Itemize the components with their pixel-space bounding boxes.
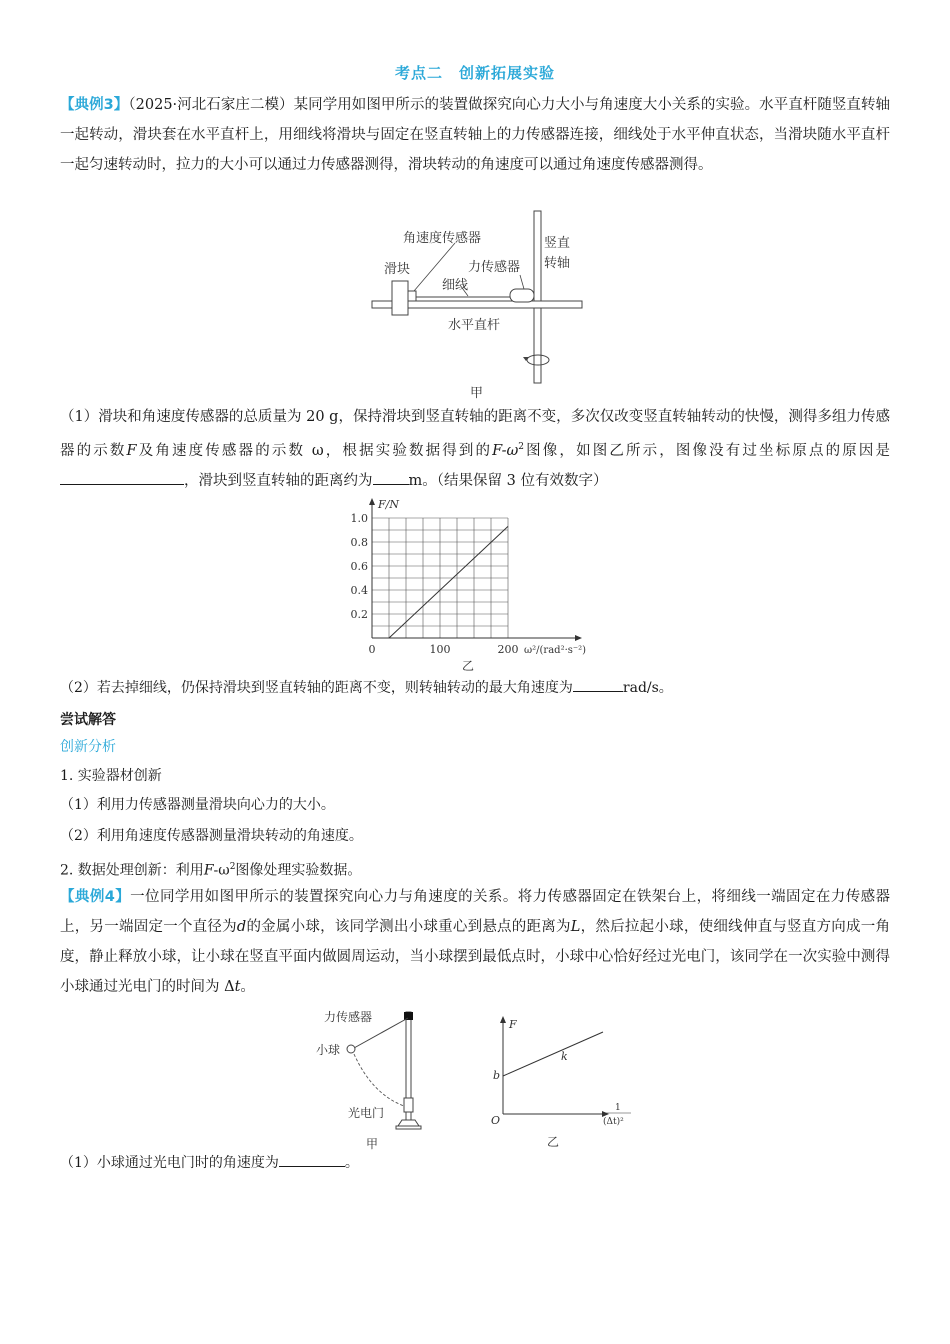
chart-ylabel: F/N [378, 498, 399, 511]
force-sensor-block [404, 1012, 413, 1020]
example3-source: （2025·河北石家庄二模） [128, 97, 294, 113]
q1-part1: （1）滑块和角速度传感器的总质量为 20 g，保持滑块到竖直转轴的距离不变，多次仅改变竖直转轴转动的快慢，测得多组力传感器的示数 [60, 409, 890, 459]
label-F: F [509, 1018, 517, 1031]
question-4-1-line: （1）小球通过光电门时的角速度为 。 [60, 1150, 359, 1176]
stand-base [396, 1120, 421, 1129]
example4-paragraph: 【典例4】一位同学用如图甲所示的装置探究向心力与角速度的关系。将力传感器固定在铁架台上，将细线一端固定在力传感器上，另一端固定一个直径为d的金属小球，该同学测出小球重心到悬点的距离为L，然后拉起小球，使细线伸直与竖直方向成一角度，静止释放小球，让小球在竖直平面内做圆周运动，当小球摆到最低点时，小球中心恰好经过光电门，该同学在一次实验中测得小球通过光电门的时间为 Δt。 [60, 889, 891, 995]
y-tick-label: 0.8 [350, 536, 368, 549]
figure-caption-yi-2: 乙 [547, 1135, 560, 1149]
try-answer-heading: 尝试解答 [60, 712, 116, 728]
q1-part5: m。（结果保留 3 位有效数字） [408, 472, 608, 489]
q2-text: （2）若去掉细线，仍保持滑块到竖直转轴的距离不变，则转轴转动的最大角速度为 [60, 680, 573, 696]
q1-part4: ，滑块到竖直转轴的距离约为 [184, 472, 373, 489]
example3-text: 某同学用如图甲所示的装置做探究向心力大小与角速度大小关系的实验。水平直杆随竖直转轴一起转动，滑块套在水平直杆上，用细线将滑块与固定在竖直转轴上的力传感器连接，细线处于水平伸直状态，当滑块随水平直杆一起匀速转动时，拉力的大小可以通过力传感器测得，滑块转动的角速度可以通过角速度传感器测得。 [60, 97, 891, 173]
innovation-item-1a: （1）利用力传感器测量滑块向心力的大小。 [60, 797, 335, 813]
innovation-item-1: 1. 实验器材创新 [60, 768, 162, 784]
photogate-icon [404, 1098, 413, 1112]
angular-sensor-box [408, 291, 416, 301]
innovation-heading: 创新分析 [60, 739, 116, 755]
answer-blank-angular-velocity[interactable] [279, 1150, 345, 1167]
figure-rotating-rod [360, 205, 600, 400]
q1-part2: 及角速度传感器的示数 ω，根据实验数据得到的 [136, 442, 493, 459]
label-vertical-axis-2: 转轴 [544, 256, 571, 271]
label-horizontal-rod: 水平直杆 [448, 318, 501, 333]
label-x-denominator: (Δt)² [603, 1117, 624, 1127]
vertical-axis [534, 211, 541, 383]
figure-caption-jia: 甲 [470, 386, 484, 400]
label-force-sensor: 力传感器 [468, 260, 521, 275]
q1-Fw: F-ω [492, 442, 519, 459]
label-origin: O [491, 1114, 501, 1127]
figure-f-vs-inverse-dt2 [485, 1012, 635, 1152]
slider-block [392, 281, 408, 315]
label-k: k [561, 1050, 568, 1063]
y-tick-label: 1.0 [350, 512, 368, 525]
swing-path [354, 1054, 404, 1106]
x-axis-arrow-icon [575, 635, 582, 641]
label-angular-sensor: 角速度传感器 [403, 231, 482, 246]
label-photogate: 光电门 [348, 1106, 385, 1120]
ball [347, 1045, 355, 1053]
y-tick-label: 0.6 [350, 560, 368, 573]
x-tick-label: 100 [429, 643, 451, 656]
label-force-sensor-2: 力传感器 [324, 1010, 373, 1024]
q1-part3: 图像，如图乙所示，图像没有过坐标原点的原因是 [524, 442, 891, 459]
label-string: 细线 [442, 278, 469, 293]
answer-blank-reason[interactable] [60, 468, 184, 485]
series-line-f-omega [389, 526, 508, 638]
force-sensor [510, 289, 534, 302]
answer-blank-distance[interactable] [373, 468, 409, 485]
innovation-item-1b: （2）利用角速度传感器测量滑块转动的角速度。 [60, 828, 363, 844]
question-1-paragraph: （1）滑块和角速度传感器的总质量为 20 g，保持滑块到竖直转轴的距离不变，多次仅改变竖直转轴转动的快慢，测得多组力传感器的示数F及角速度传感器的示数 ω，根据实验数据得到的$F-\omega^2$图像，如图乙所示，图像没有过坐标原点的原因是，滑块到竖直转轴的距离约为 m。（结果保留 3 位有效数字） [60, 409, 891, 489]
label-vertical-axis-1: 竖直 [544, 236, 571, 251]
answer-blank-max-omega[interactable] [573, 675, 623, 692]
example3-tag: 【典例3】 [60, 97, 129, 113]
fit-line [503, 1032, 603, 1076]
y-tick-label: 0.2 [350, 608, 368, 621]
y-axis-arrow-icon [369, 498, 375, 505]
label-b: b [493, 1069, 501, 1082]
chart-caption: 乙 [462, 659, 475, 673]
f-omega-chart [320, 492, 610, 674]
q2-unit: rad/s。 [622, 680, 673, 696]
q1-F: F [126, 442, 137, 459]
label-ball: 小球 [316, 1043, 341, 1057]
innovation-item-2: 2. 数据处理创新：利用$F-\omega^2$图像处理实验数据。 [60, 862, 362, 879]
label-slider: 滑块 [384, 262, 411, 277]
y-tick-label: 0.4 [350, 584, 368, 597]
example3-paragraph [60, 90, 890, 180]
label-x-numerator: 1 [615, 1103, 621, 1113]
x-tick-label: 200 [497, 643, 519, 656]
question-2-line [60, 675, 673, 701]
chart-xlabel: ω²/(rad²·s⁻²) [524, 645, 587, 656]
section-heading: 考点二 创新拓展实验 [394, 64, 555, 82]
y-axis-arrow-icon [500, 1016, 506, 1023]
example4-tag: 【典例4】 [60, 889, 131, 905]
figure-pendulum-apparatus [310, 1002, 450, 1152]
figure-caption-jia-2: 甲 [366, 1137, 379, 1151]
x-tick-label: 0 [368, 643, 376, 656]
